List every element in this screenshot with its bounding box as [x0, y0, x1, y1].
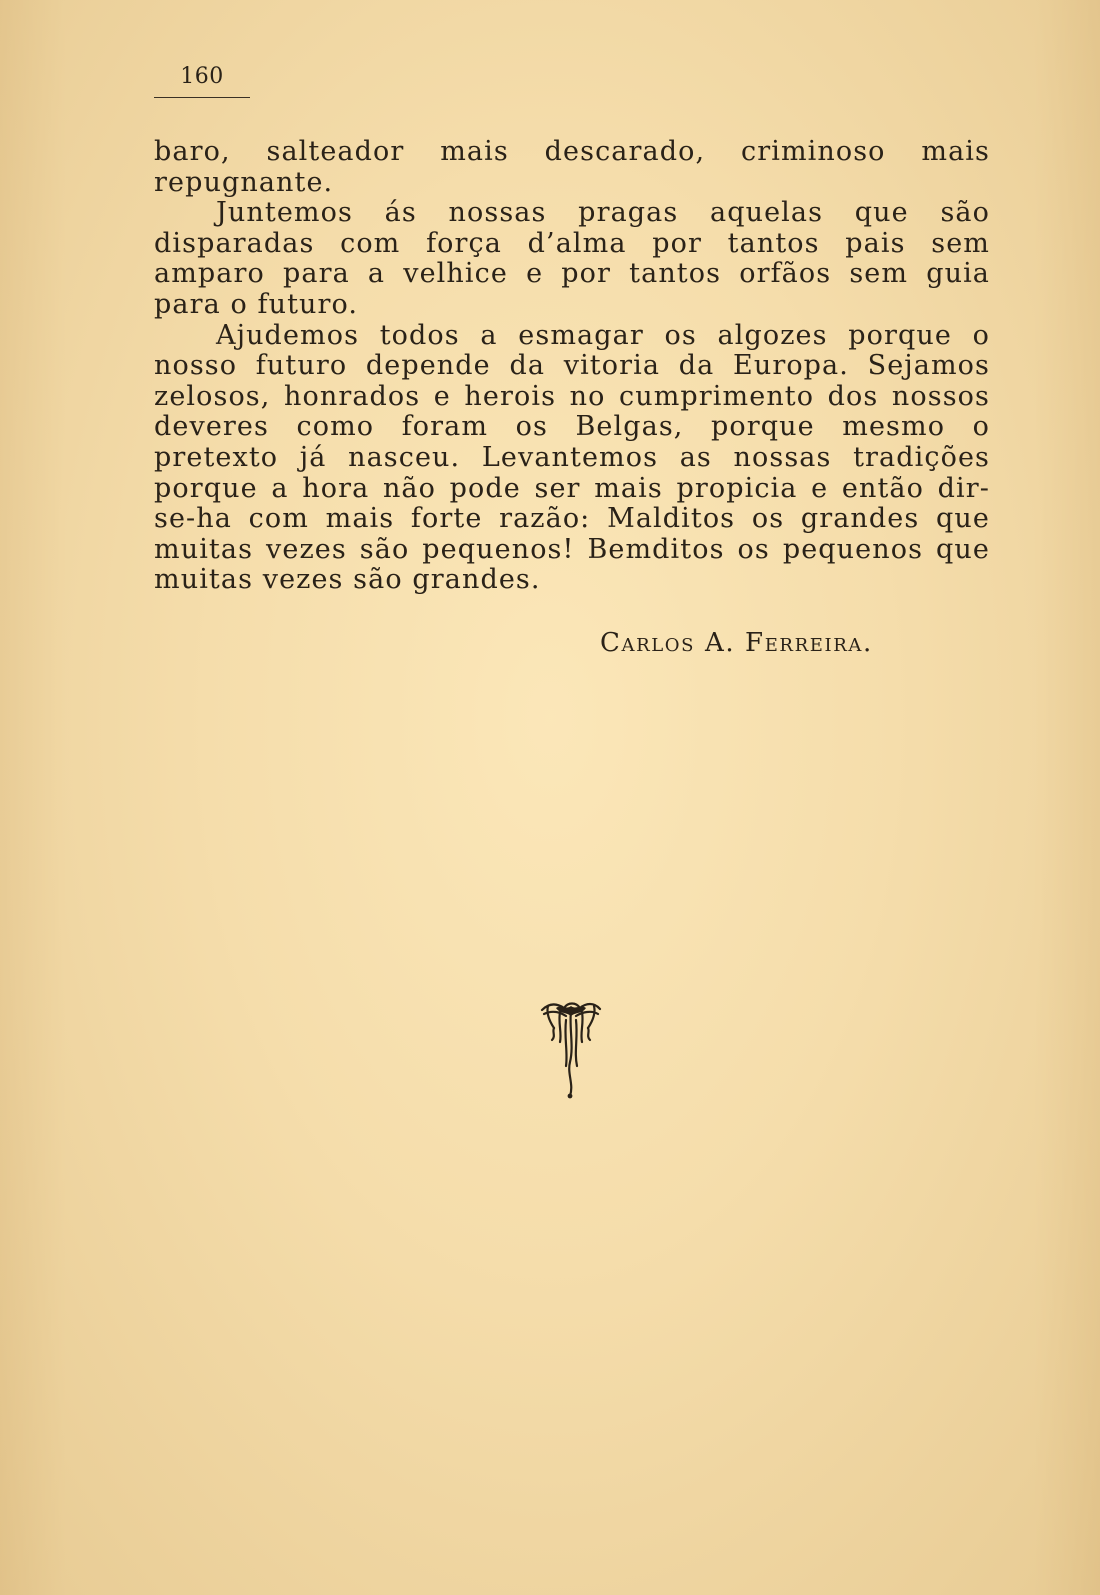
page-number-rule: [154, 97, 250, 98]
author-signature: Carlos A. Ferreira.: [600, 628, 873, 658]
paragraph-3: Ajudemos todos a esmagar os algozes porque o nosso futuro depende da vitoria da Europa. Sejamos zelosos, honrados e herois no cumprimento dos nossos deveres como foram os Belgas, porque mesmo o pretexto já nasceu. Levantemos as nossas tradições porque a hora não pode ser mais propicia e então dir-se-ha com mais forte razão: Malditos os grandes que muitas vezes são pequenos! Bemditos os pequenos que muitas vezes são grandes.: [154, 319, 990, 596]
body-text: [154, 137, 990, 596]
page-number: 160: [180, 64, 224, 89]
tailpiece-ornament-icon: [536, 1000, 606, 1100]
paragraph-2: Juntemos ás nossas pragas aquelas que são disparadas com força d’alma por tantos pais sem amparo para a velhice e por tantos orfãos sem guia para o futuro.: [154, 197, 990, 320]
paragraph-1: baro, salteador mais descarado, criminoso mais repugnante.: [154, 136, 990, 198]
